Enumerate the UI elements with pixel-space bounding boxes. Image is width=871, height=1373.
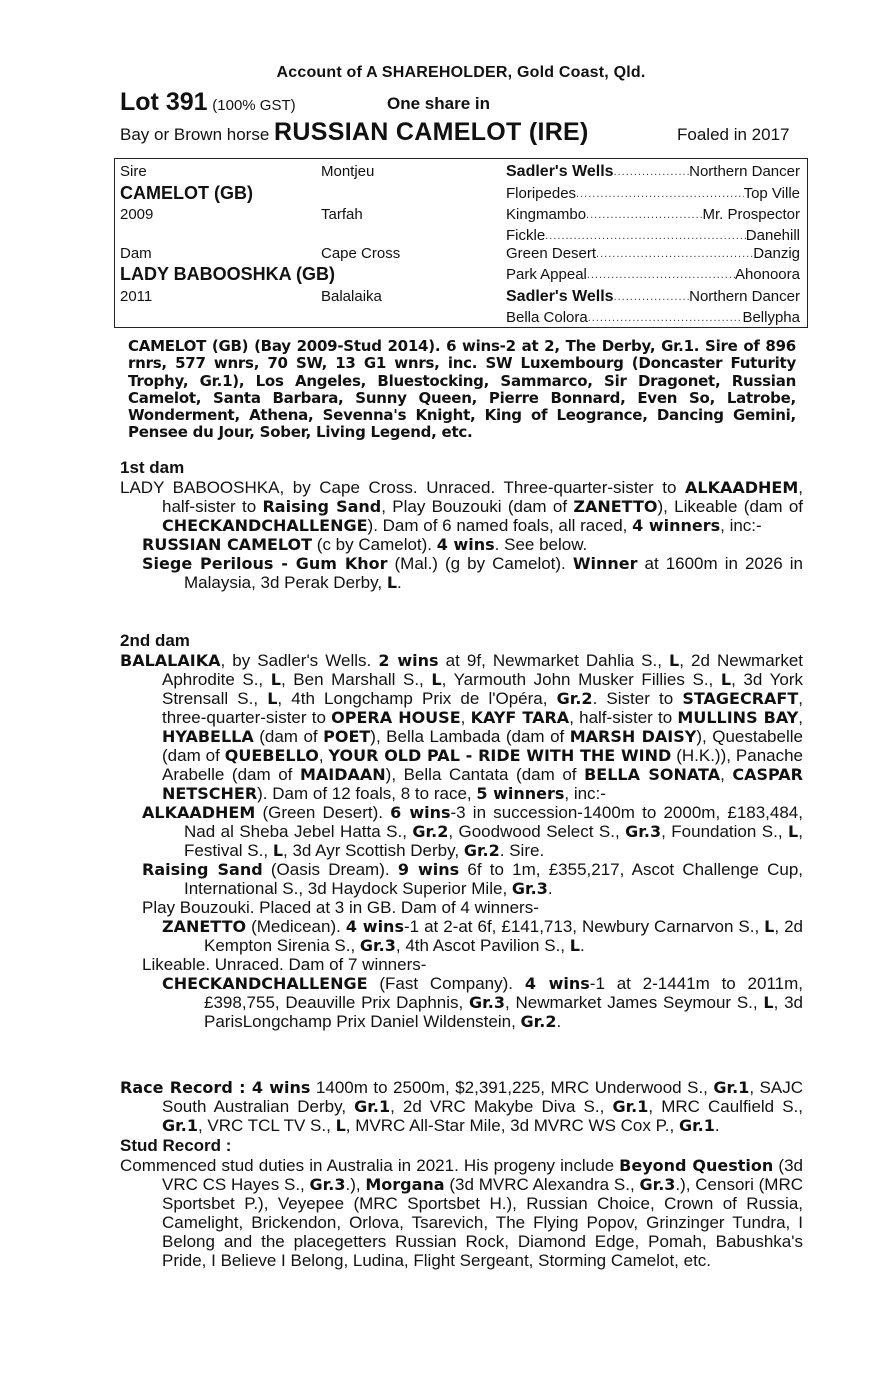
leader-dots: [586, 206, 702, 223]
first-dam-section: [120, 458, 803, 592]
race-record: Race Record : 4 wins 1400m to 2500m, $2,391,225, MRC Underwood S., Gr.1, SAJC South Australian Derby, Gr.1, 2d VRC Makybe Diva S., Gr.1, MRC Caulfield S., Gr.1, VRC TCL TV S., L, MVRC All-Star Mile, 3d MVRC WS Cox P., Gr.1.: [120, 1078, 804, 1135]
ggp-sire: Danzig: [753, 245, 800, 262]
second-dam-para: BALALAIKA, by Sadler's Wells. 2 wins at 9f, Newmarket Dahlia S., L, 2d Newmarket Aphrodite S., L, Ben Marshall S., L, Yarmouth John Musker Fillies S., L, 3d York Strensall S., L, 4th Longchamp Prix de l'Opéra, Gr.2. Sister to STAGECRAFT, three-quarter-sister to OPERA HOUSE, KAYF TARA, half-sister to MULLINS BAY, HYABELLA (dam of POET), Bella Lambada (dam of MARSH DAISY), Questabelle (dam of QUEBELLO, YOUR OLD PAL - RIDE WITH THE WIND (H.K.)), Panache Arabelle (dam of MAIDAAN), Bella Cantata (dam of BELLA SONATA, CASPAR NETSCHER). Dam of 12 foals, 8 to race, 5 winners, inc:-: [120, 651, 804, 803]
sire-year: 2009: [120, 206, 154, 223]
grandsire-sire: Montjeu: [321, 163, 375, 180]
ggp-name: Sadler's Wells: [506, 163, 614, 180]
progeny-entry: Siege Perilous - Gum Khor (Mal.) (g by Camelot). Winner at 1600m in 2026 in Malaysia, 3d Perak Derby, L.: [142, 554, 804, 592]
ggp-name: Floripedes: [506, 185, 577, 202]
sire-name: CAMELOT (GB): [120, 183, 253, 203]
ggp-name: Fickle: [506, 227, 546, 244]
granddam-sire: Tarfah: [321, 206, 363, 223]
great-grandparent-row: [506, 266, 800, 283]
leader-dots: [596, 245, 753, 262]
leader-dots: [588, 309, 743, 326]
great-grandparent-row: [506, 245, 800, 262]
pedigree-table: [114, 158, 808, 328]
ggp-sire: Top Ville: [743, 185, 800, 202]
dam-name: LADY BABOOSHKA (GB): [120, 264, 335, 284]
progeny-entry: Likeable. Unraced. Dam of 7 winners-: [142, 955, 427, 974]
grandsire-dam: Cape Cross: [321, 245, 401, 262]
horse-line: [120, 118, 589, 147]
progeny-entry: Play Bouzouki. Placed at 3 in GB. Dam of 4 winners-: [142, 898, 539, 917]
progeny-entry: Raising Sand (Oasis Dream). 9 wins 6f to 1m, £355,217, Ascot Challenge Cup, International S., 3d Haydock Superior Mile, Gr.3.: [142, 860, 803, 898]
progeny-entry: RUSSIAN CAMELOT (c by Camelot). 4 wins. See below.: [142, 535, 588, 554]
foaled-year: Foaled in 2017: [677, 125, 790, 144]
ggp-sire: Danehill: [745, 227, 800, 244]
consignor-line: Account of A SHAREHOLDER, Gold Coast, Qld.: [276, 64, 646, 81]
ggp-name: Kingmambo: [506, 206, 587, 223]
ggp-name: Sadler's Wells: [506, 288, 614, 305]
share-note: One share in: [387, 94, 490, 113]
progeny-entry: ZANETTO (Medicean). 4 wins-1 at 2-at 6f, £141,713, Newbury Carnarvon S., L, 2d Kempton Sirenia S., Gr.3, 4th Ascot Pavilion S., L.: [162, 917, 803, 955]
great-grandparent-row: [506, 185, 800, 202]
dam-label: Dam: [120, 245, 152, 262]
great-grandparent-row: [506, 227, 800, 244]
dam-year: 2011: [120, 288, 153, 305]
first-dam-para: LADY BABOOSHKA, by Cape Cross. Unraced. Three-quarter-sister to ALKAADHEM, half-sister to Raising Sand, Play Bouzouki (dam of ZANETTO), Likeable (dam of CHECKANDCHALLENGE). Dam of 6 named foals, all raced, 4 winners, inc:-: [120, 478, 803, 535]
horse-name: RUSSIAN CAMELOT (IRE): [274, 118, 589, 146]
great-grandparent-row: [506, 163, 800, 181]
gst-note: (100% GST): [212, 97, 296, 114]
ggp-sire: Ahonoora: [734, 266, 800, 283]
sire-label: Sire: [120, 163, 147, 180]
first-dam-heading: 1st dam: [120, 458, 185, 477]
granddam-dam: Balalaika: [321, 288, 382, 305]
ggp-sire: Bellypha: [742, 309, 800, 326]
great-grandparent-row: [506, 288, 800, 306]
ggp-sire: Northern Dancer: [689, 163, 800, 180]
great-grandparent-row: [506, 206, 800, 223]
lot-line: [120, 88, 490, 117]
stud-record-heading: Stud Record :: [120, 1136, 232, 1155]
progeny-entry: ALKAADHEM (Green Desert). 6 wins-3 in succession-1400m to 2000m, £183,484, Nad al Sheba Jebel Hatta S., Gr.2, Goodwood Select S., Gr.3, Foundation S., L, Festival S., L, 3d Ayr Scottish Derby, Gr.2. Sire.: [142, 803, 803, 860]
ggp-name: Park Appeal: [506, 266, 587, 283]
leader-dots: [614, 288, 690, 306]
lot-number: Lot 391: [120, 88, 208, 116]
sire-summary: CAMELOT (GB) (Bay 2009-Stud 2014). 6 wins-2 at 2, The Derby, Gr.1. Sire of 896 rnrs, 577 wnrs, 70 SW, 13 G1 wnrs, inc. SW Luxembourg (Doncaster Futurity Trophy, Gr.1), Los Angeles, Bluestocking, Sammarco, Sir Dragonet, Russian Camelot, Santa Barbara, Sunny Queen, Pierre Bonnard, Even So, Latrobe, Wonderment, Athena, Sevenna's Knight, King of Leogrance, Dancing Gemini, Pensee du Jour, Sober, Living Legend, etc.: [128, 337, 796, 442]
race-record-section: [120, 1078, 803, 1270]
leader-dots: [614, 163, 690, 181]
progeny-entry: CHECKANDCHALLENGE (Fast Company). 4 wins-1 at 2-1441m to 2011m, £398,755, Deauville Prix Daphnis, Gr.3, Newmarket James Seymour S., L, 3d ParisLongchamp Prix Daniel Wildenstein, Gr.2.: [162, 974, 803, 1031]
great-grandparent-row: [506, 309, 800, 326]
ggp-sire: Mr. Prospector: [702, 206, 800, 223]
second-dam-section: [120, 631, 803, 1031]
leader-dots: [576, 185, 744, 202]
ggp-sire: Northern Dancer: [689, 288, 800, 305]
leader-dots: [587, 266, 735, 283]
leader-dots: [545, 227, 746, 244]
second-dam-heading: 2nd dam: [120, 631, 190, 650]
stud-record-para: Commenced stud duties in Australia in 2021. His progeny include Beyond Question (3d VRC CS Hayes S., Gr.3.), Morgana (3d MVRC Alexandra S., Gr.3.), Censori (MRC Sportsbet P.), Veyepee (MRC Sportsbet H.), Russian Choice, Crown of Russia, Camelight, Brickendon, Orlova, Tsarevich, The Flying Popov, Grinzinger Tundra, I Belong and the placegetters Russian Rock, Diamond Edge, Pomah, Babushka's Pride, I Believe I Belong, Ludina, Flight Sergeant, Storming Camelot, etc.: [120, 1156, 804, 1270]
horse-description: Bay or Brown horse: [120, 125, 270, 144]
ggp-name: Bella Colora: [506, 309, 588, 326]
ggp-name: Green Desert: [506, 245, 597, 262]
